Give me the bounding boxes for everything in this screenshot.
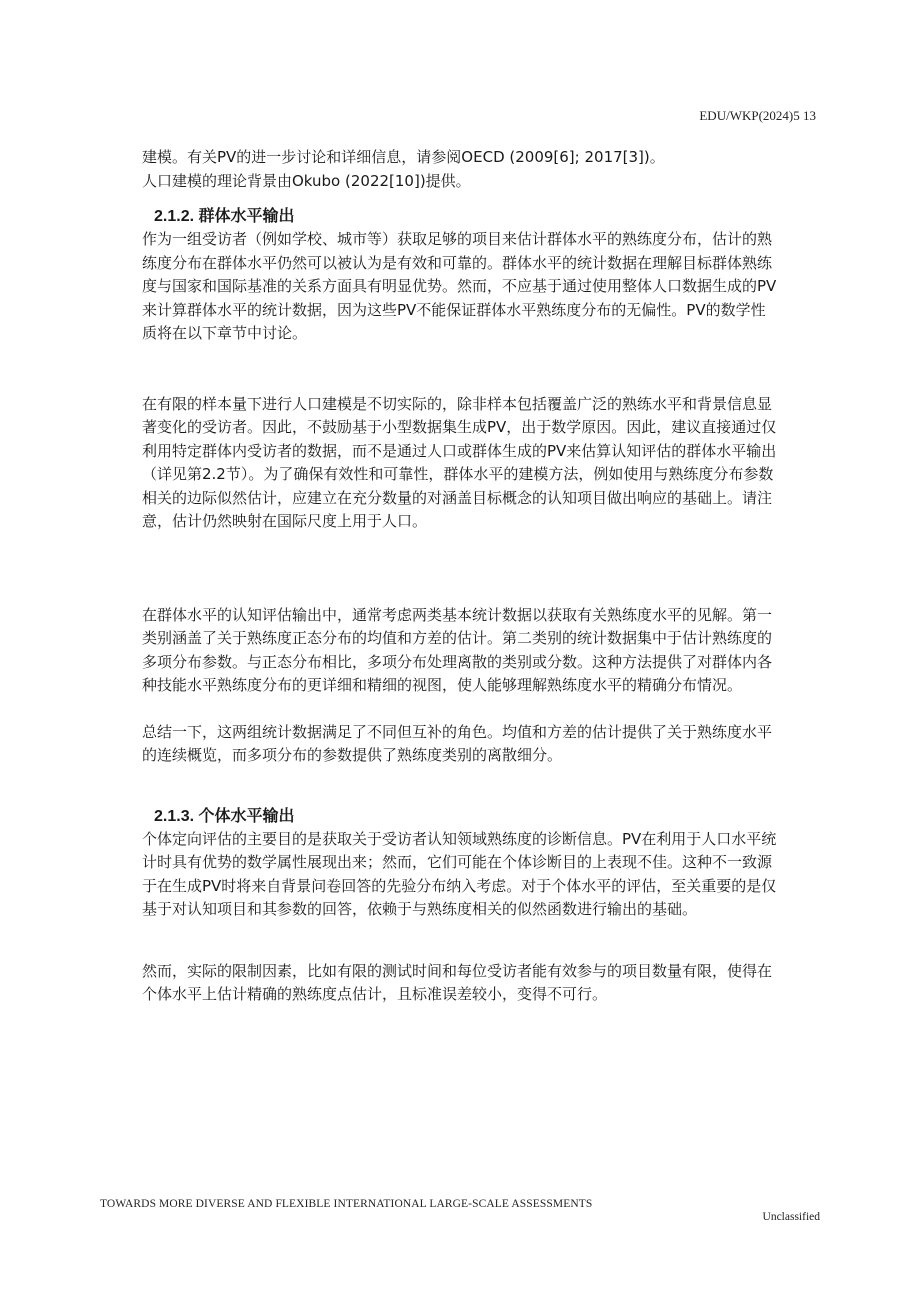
- section-2-1-2-paragraph-2: 在有限的样本量下进行人口建模是不切实际的，除非样本包括覆盖广泛的熟练水平和背景信息显著变化的受访者。因此，不鼓励基于小型数据集生成PV，出于数学原因。因此，建议直接通过仅利用特定群体内受访者的数据，而不是通过人口或群体生成的PV来估算认知评估的群体水平输出（详见第2.2节）。为了确保有效性和可靠性，群体水平的建模方法，例如使用与熟练度分布参数相关的边际似然估计，应建立在充分数量的对涵盖目标概念的认知项目做出响应的基础上。请注意，估计仍然映射在国际尺度上用于人口。: [142, 394, 777, 530]
- page-body: [142, 146, 778, 1007]
- document-reference: EDU/WKP(2024)5 13: [699, 108, 816, 123]
- section-2-1-3-paragraph-1: 个体定向评估的主要目的是获取关于受访者认知领域熟练度的诊断信息。PV在利用于人口水平统计时具有优势的数学属性展现出来；然而，它们可能在个体诊断目的上表现不佳。这种不一致源于在生成PV时将来自背景问卷回答的先验分布纳入考虑。对于个体水平的评估，至关重要的是仅基于对认知项目和其参数的回答，依赖于与熟练度相关的似然函数进行输出的基础。: [142, 829, 777, 918]
- section-2-1-2-paragraph-3: 在群体水平的认知评估输出中，通常考虑两类基本统计数据以获取有关熟练度水平的见解。第一类别涵盖了关于熟练度正态分布的均值和方差的估计。第二类别的统计数据集中于估计熟练度的多项分布参数。与正态分布相比，多项分布处理离散的类别或分数。这种方法提供了对群体内各种技能水平熟练度分布的更详细和精细的视图，使人能够理解熟练度水平的精确分布情况。: [142, 605, 773, 694]
- section-2-1-3-paragraph-2: 然而，实际的限制因素，比如有限的测试时间和每位受访者能有效参与的项目数量有限，使得在个体水平上估计精确的熟练度点估计，且标准误差较小，变得不可行。: [142, 961, 773, 1003]
- section-heading-2-1-2: 2.1.2. 群体水平输出: [154, 208, 295, 225]
- section-2-1-2-paragraph-4: 总结一下，这两组统计数据满足了不同但互补的角色。均值和方差的估计提供了关于熟练度水平的连续概览，而多项分布的参数提供了熟练度类别的离散细分。: [142, 722, 773, 764]
- section-2-1-2-paragraph-1: 作为一组受访者（例如学校、城市等）获取足够的项目来估计群体水平的熟练度分布，估计的熟练度分布在群体水平仍然可以被认为是有效和可靠的。群体水平的统计数据在理解目标群体熟练度与国家和国际基准的关系方面具有明显优势。然而，不应基于通过使用整体人口数据生成的PV来计算群体水平的统计数据，因为这些PV不能保证群体水平熟练度分布的无偏性。PV的数学性质将在以下章节中讨论。: [142, 230, 777, 342]
- footer-report-title: TOWARDS MORE DIVERSE AND FLEXIBLE INTERNATIONAL LARGE-SCALE ASSESSMENTS: [100, 1198, 593, 1210]
- intro-paragraph-line-1: 建模。有关PV的进一步讨论和详细信息，请参阅OECD (2009[6]; 2017[3])。: [142, 148, 665, 166]
- section-heading-2-1-3: 2.1.3. 个体水平输出: [154, 807, 295, 825]
- intro-paragraph-line-2: 人口建模的理论背景由Okubo (2022[10])提供。: [142, 171, 471, 190]
- footer-classification: Unclassified: [762, 1211, 820, 1223]
